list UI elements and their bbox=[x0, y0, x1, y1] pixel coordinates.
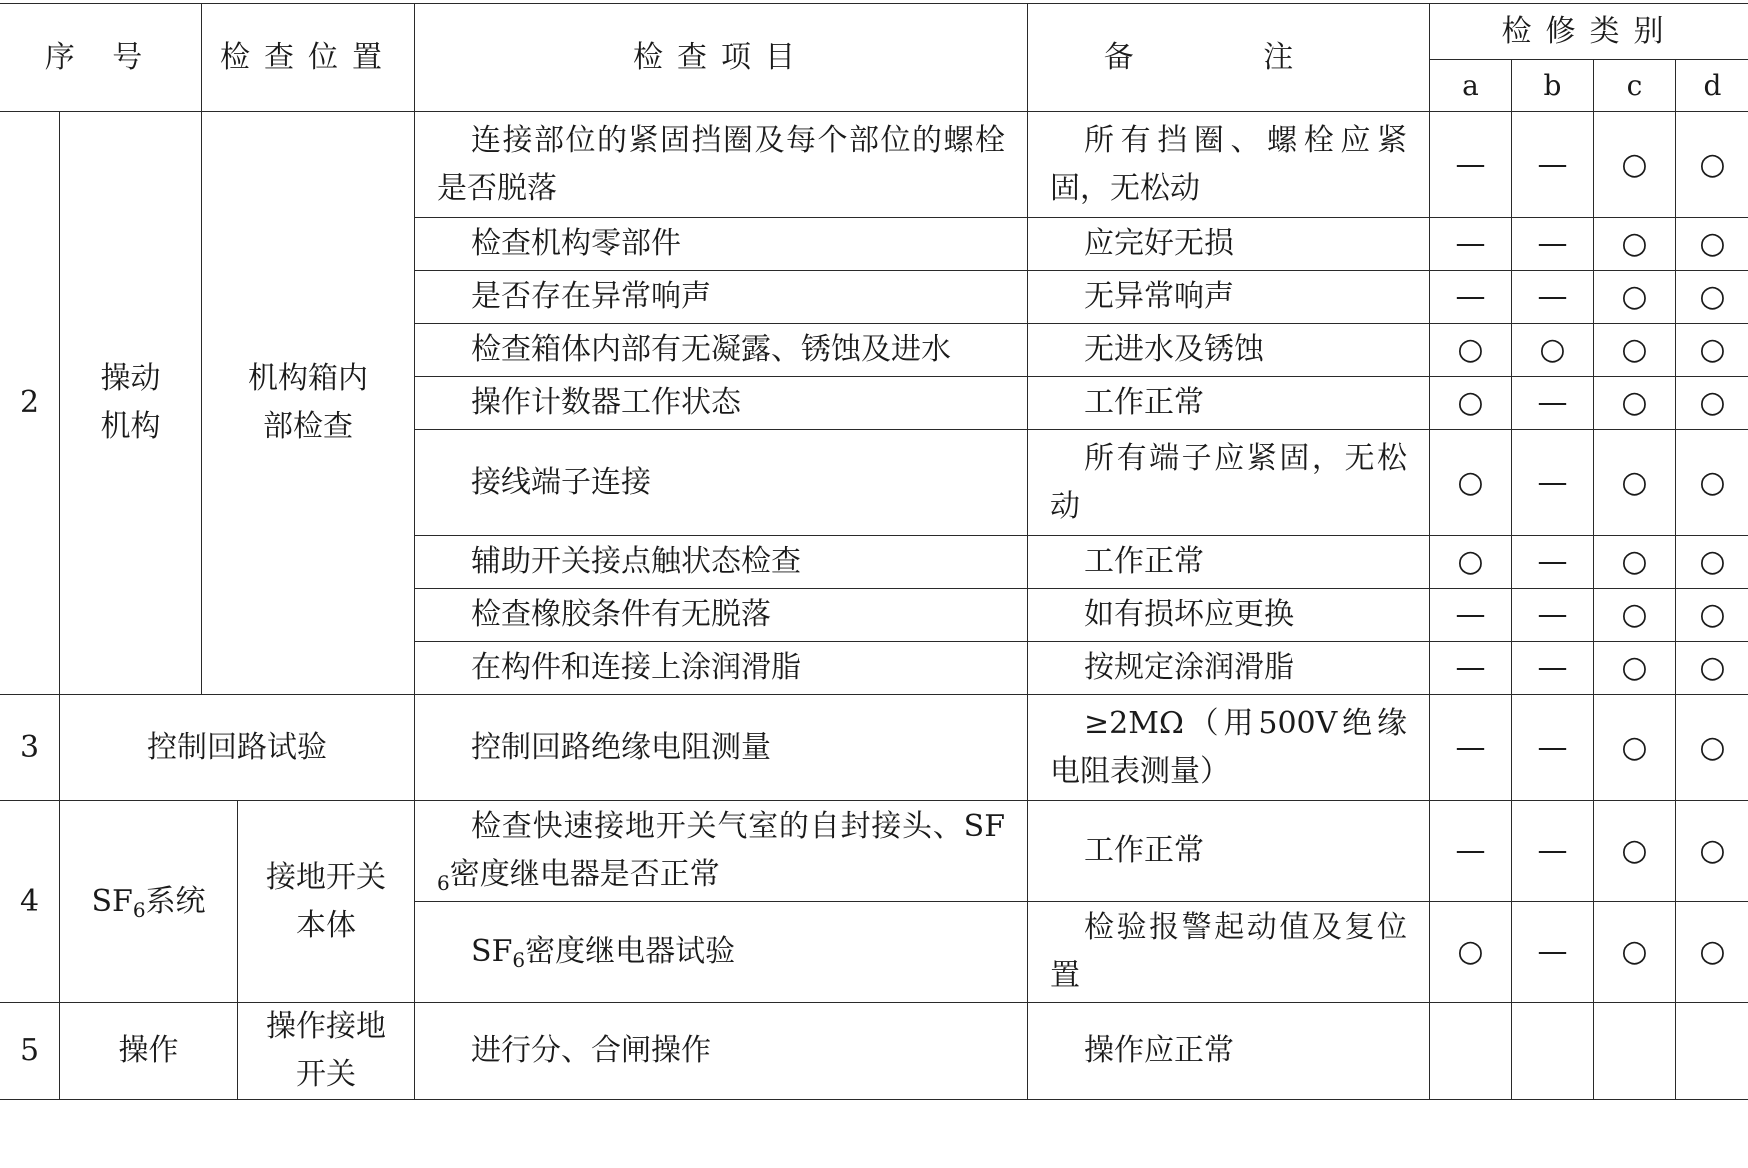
mark-b: — bbox=[1512, 377, 1594, 430]
location-cell: 机构箱内部检查 bbox=[202, 112, 415, 695]
mark-c: ○ bbox=[1594, 377, 1676, 430]
mark-b: — bbox=[1512, 642, 1594, 695]
item-prefix: SF bbox=[471, 934, 513, 969]
note-cell: 无进水及锈蚀 bbox=[1028, 324, 1430, 377]
mark-a bbox=[1430, 1003, 1512, 1100]
note-cell: 按规定涂润滑脂 bbox=[1028, 642, 1430, 695]
mark-c: ○ bbox=[1594, 589, 1676, 642]
mark-a: ○ bbox=[1430, 324, 1512, 377]
mark-b: — bbox=[1512, 430, 1594, 536]
note-cell: 工作正常 bbox=[1028, 536, 1430, 589]
item-cell: 是否存在异常响声 bbox=[415, 271, 1028, 324]
item-subscript: 6 bbox=[437, 871, 450, 895]
mark-b: ○ bbox=[1512, 324, 1594, 377]
mark-d: ○ bbox=[1676, 695, 1748, 801]
system-cell: 操动机构 bbox=[60, 112, 202, 695]
system-cell: 操作 bbox=[60, 1003, 238, 1100]
seq-cell: 5 bbox=[0, 1003, 60, 1100]
mark-a: — bbox=[1430, 112, 1512, 218]
mark-d bbox=[1676, 1003, 1748, 1100]
seq-cell: 3 bbox=[0, 695, 60, 801]
system-subscript: 6 bbox=[132, 897, 146, 922]
system-suffix: 系统 bbox=[145, 883, 206, 919]
table-row bbox=[0, 112, 1748, 218]
mark-b bbox=[1512, 1003, 1594, 1100]
mark-a: ○ bbox=[1430, 430, 1512, 536]
item-cell: 连接部位的紧固挡圈及每个部位的螺栓是否脱落 bbox=[415, 112, 1028, 218]
item-cell: 检查箱体内部有无凝露、锈蚀及进水 bbox=[415, 324, 1028, 377]
note-cell: 工作正常 bbox=[1028, 801, 1430, 902]
note-cell: 工作正常 bbox=[1028, 377, 1430, 430]
mark-d: ○ bbox=[1676, 218, 1748, 271]
table-row bbox=[0, 1003, 1748, 1100]
note-cell: 操作应正常 bbox=[1028, 1003, 1430, 1100]
mark-a: ○ bbox=[1430, 377, 1512, 430]
header-category: 检修类别 bbox=[1430, 4, 1748, 60]
header-cat-b: b bbox=[1512, 60, 1594, 112]
mark-b: — bbox=[1512, 589, 1594, 642]
header-location: 检查位置 bbox=[202, 4, 415, 112]
mark-b: — bbox=[1512, 112, 1594, 218]
mark-b: — bbox=[1512, 801, 1594, 902]
mark-a: — bbox=[1430, 218, 1512, 271]
mark-a: — bbox=[1430, 271, 1512, 324]
mark-c: ○ bbox=[1594, 695, 1676, 801]
mark-d: ○ bbox=[1676, 271, 1748, 324]
item-cell: 进行分、合闸操作 bbox=[415, 1003, 1028, 1100]
mark-c: ○ bbox=[1594, 642, 1676, 695]
mark-a: ○ bbox=[1430, 902, 1512, 1003]
header-item: 检查项目 bbox=[415, 4, 1028, 112]
note-cell: 应完好无损 bbox=[1028, 218, 1430, 271]
table-row bbox=[0, 801, 1748, 902]
item-suffix: 密度继电器试验 bbox=[525, 934, 736, 969]
mark-d: ○ bbox=[1676, 112, 1748, 218]
mark-c: ○ bbox=[1594, 324, 1676, 377]
mark-a: ○ bbox=[1430, 536, 1512, 589]
header-seq: 序 号 bbox=[0, 4, 202, 112]
mark-b: — bbox=[1512, 902, 1594, 1003]
mark-d: ○ bbox=[1676, 589, 1748, 642]
location-cell: 操作接地开关 bbox=[238, 1003, 415, 1100]
item-suffix: 密度继电器是否正常 bbox=[449, 857, 720, 892]
mark-a: — bbox=[1430, 589, 1512, 642]
note-cell: 检验报警起动值及复位置 bbox=[1028, 902, 1430, 1003]
note-cell: ≥2MΩ（用500V绝缘电阻表测量） bbox=[1028, 695, 1430, 801]
table-row bbox=[0, 695, 1748, 801]
inspection-table bbox=[0, 3, 1748, 1100]
mark-c: ○ bbox=[1594, 430, 1676, 536]
mark-d: ○ bbox=[1676, 536, 1748, 589]
mark-c bbox=[1594, 1003, 1676, 1100]
mark-a: — bbox=[1430, 695, 1512, 801]
note-cell: 无异常响声 bbox=[1028, 271, 1430, 324]
header-note: 备 注 bbox=[1028, 4, 1430, 112]
item-cell: 操作计数器工作状态 bbox=[415, 377, 1028, 430]
mark-c: ○ bbox=[1594, 536, 1676, 589]
mark-c: ○ bbox=[1594, 112, 1676, 218]
header-cat-c: c bbox=[1594, 60, 1676, 112]
mark-c: ○ bbox=[1594, 218, 1676, 271]
system-prefix: SF bbox=[91, 883, 133, 919]
mark-c: ○ bbox=[1594, 271, 1676, 324]
item-cell: 检查机构零部件 bbox=[415, 218, 1028, 271]
mark-a: — bbox=[1430, 801, 1512, 902]
header-cat-d: d bbox=[1676, 60, 1748, 112]
mark-b: — bbox=[1512, 218, 1594, 271]
mark-b: — bbox=[1512, 271, 1594, 324]
mark-c: ○ bbox=[1594, 902, 1676, 1003]
mark-a: — bbox=[1430, 642, 1512, 695]
item-cell: 控制回路绝缘电阻测量 bbox=[415, 695, 1028, 801]
note-cell: 所有端子应紧固，无松动 bbox=[1028, 430, 1430, 536]
header-cat-a: a bbox=[1430, 60, 1512, 112]
item-cell bbox=[415, 801, 1028, 902]
item-cell: 检查橡胶条件有无脱落 bbox=[415, 589, 1028, 642]
item-cell: 辅助开关接点触状态检查 bbox=[415, 536, 1028, 589]
item-subscript: 6 bbox=[512, 948, 526, 972]
item-prefix: 检查快速接地开关气室的自封接头、SF bbox=[471, 809, 1006, 844]
mark-d: ○ bbox=[1676, 902, 1748, 1003]
mark-d: ○ bbox=[1676, 642, 1748, 695]
system-cell bbox=[60, 801, 238, 1003]
seq-cell: 2 bbox=[0, 112, 60, 695]
mark-c: ○ bbox=[1594, 801, 1676, 902]
mark-d: ○ bbox=[1676, 430, 1748, 536]
location-cell: 接地开关本体 bbox=[238, 801, 415, 1003]
mark-d: ○ bbox=[1676, 377, 1748, 430]
mark-d: ○ bbox=[1676, 324, 1748, 377]
mark-b: — bbox=[1512, 695, 1594, 801]
mark-d: ○ bbox=[1676, 801, 1748, 902]
mark-b: — bbox=[1512, 536, 1594, 589]
item-cell: 接线端子连接 bbox=[415, 430, 1028, 536]
note-cell: 如有损坏应更换 bbox=[1028, 589, 1430, 642]
item-cell bbox=[415, 902, 1028, 1003]
note-cell: 所有挡圈、螺栓应紧固，无松动 bbox=[1028, 112, 1430, 218]
system-cell: 控制回路试验 bbox=[60, 695, 415, 801]
seq-cell: 4 bbox=[0, 801, 60, 1003]
item-cell: 在构件和连接上涂润滑脂 bbox=[415, 642, 1028, 695]
